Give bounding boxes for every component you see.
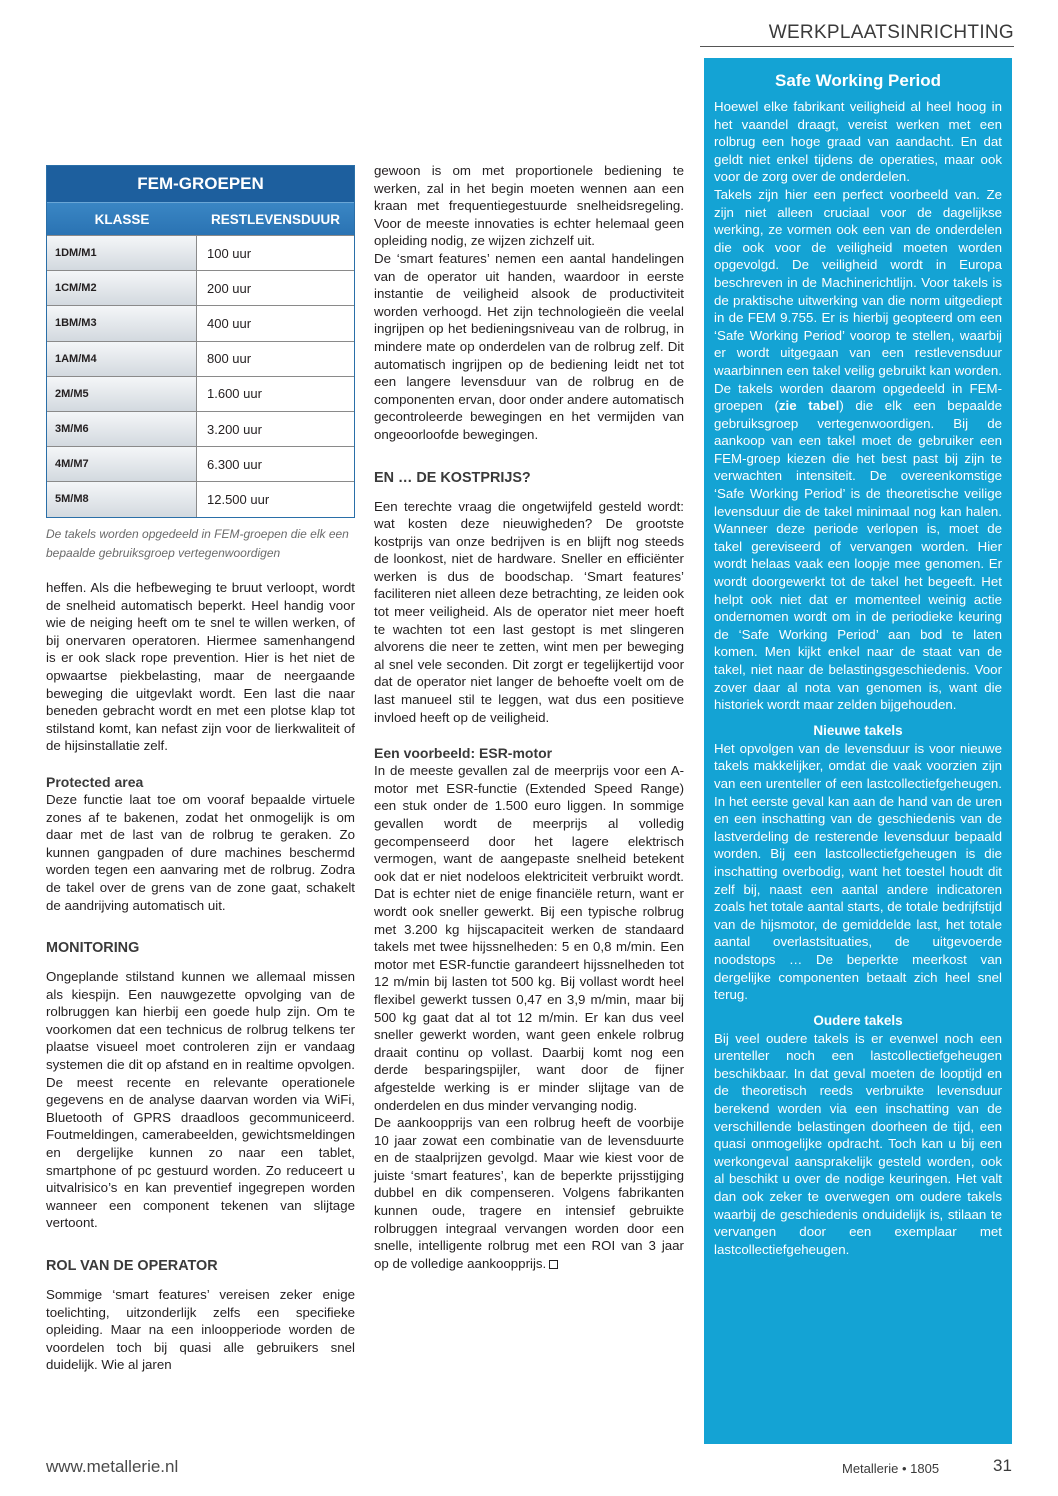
article-column-middle (374, 162, 684, 1272)
paragraph: Deze functie laat toe om vooraf bepaalde virtuele zones af te bakenen, zodat het onmogelijk is om daar met de last van de rolbrug te geraken. Zo kunnen gangpaden of dure machines beschermd worden tegen een aanvaring met de rolbrug. Zodra de takel over de grens van de zone gaat, schakelt de aandrijving automatisch uit. (46, 791, 355, 913)
fem-rest-cell: 12.500 uur (197, 482, 354, 516)
table-row (47, 235, 354, 270)
fem-rest-cell: 3.200 uur (197, 412, 354, 446)
paragraph (714, 186, 1002, 714)
fem-rest-cell: 1.600 uur (197, 377, 354, 411)
subheading-protected-area: Protected area (46, 773, 144, 790)
fem-klasse-cell: 1DM/M1 (47, 236, 197, 270)
heading-monitoring: MONITORING (46, 940, 140, 957)
fem-klasse-cell: 1CM/M2 (47, 271, 197, 305)
fem-header-klasse: KLASSE (94, 211, 150, 227)
fem-rest-cell: 400 uur (197, 306, 354, 340)
table-reference: zie tabel (778, 398, 840, 414)
fem-table-caption: De takels worden opgedeeld in FEM-groepen die elk een bepaalde gebruiksgroep vertegenwoordigen (46, 527, 349, 560)
table-row (47, 376, 354, 411)
table-row (47, 270, 354, 305)
heading-rol-operator: ROL VAN DE OPERATOR (46, 1258, 218, 1274)
fem-table-header (47, 202, 354, 235)
sidebar-safe-working-period (704, 58, 1012, 1444)
heading-kostprijs: EN … DE KOSTPRIJS? (374, 469, 531, 486)
paragraph: Het opvolgen van de levensduur is voor nieuwe takels makkelijker, omdat die vaak voorzien zijn van een urenteller of een lastcollectiefgeheugen. In het eerste geval kan aan de hand van de uren en een inschatting van de geschiedenis van de lastverdeling de resterende levensduur bepaald worden. Bij een lastcollectiefgeheugen is die inschatting overbodig, want het toestel houdt dit zelf bij, naast een aantal andere indicatoren zoals het totale aantal starts, de totale bedrijfstijd van de hijsmotor, de gemiddelde last, het totale aantal overlastsituaties, de uitgevoerde noodstops … De beperkte meerkost van dergelijke componenten betaalt zich heel snel terug. (714, 740, 1002, 1003)
table-row (47, 481, 354, 516)
fem-klasse-cell: 3M/M6 (47, 412, 197, 446)
footer-issue: Metallerie • 1805 (842, 1461, 940, 1476)
section-rule (700, 46, 1014, 47)
paragraph: gewoon is om met proportionele bediening te werken, zal in het begin moeten wennen aan een kraan met frequentiegestuurde snelheidsregeling. Voor de meeste innovaties is echter helemaal geen opleiding nodig, ze wijzen zichzelf uit. (374, 163, 684, 249)
fem-klasse-cell: 4M/M7 (47, 447, 197, 481)
table-row (47, 411, 354, 446)
table-row (47, 446, 354, 481)
section-label: WERKPLAATSINRICHTING (768, 22, 1014, 43)
paragraph-text: Takels zijn hier een perfect voorbeeld van. Ze zijn niet alleen cruciaal voor de dagelijkse werking, ze vormen ook een van de onderdelen die ook voor de veiligheid moeten worden opgevolgd. De veiligheid wordt in Europa beschreven in de Machinerichtlijn. Voor takels is de praktische uitwerking van die norm uitgediept in de FEM 9.755. Er is hierbij geopteerd om een ‘Safe Working Period’ voorop te stellen, waarbij er wordt uitgegaan van een restlevensduur waarbinnen een takel veilig gebruikt kan worden. De takels worden daarom opgedeeld in FEM-groepen ( (714, 186, 1002, 414)
sidebar-title: Safe Working Period (775, 71, 941, 90)
subheading-esr-motor: Een voorbeeld: ESR-motor (374, 745, 553, 762)
paragraph-text: De aankoopprijs van een rolbrug heeft de voorbije 10 jaar zowat een combinatie van de levensduurte en de staalprijzen gevolgd. Maar wie kiest voor de juiste ‘smart features’, kan de beperkte prijsstijging dubbel en dik compenseren. Volgens fabrikanten kunnen oude, tragere en intensief gebruikte rolbruggen integraal vervangen worden door een snelle, intelligente rolbrug met een ROI van 3 jaar op de volledige aankoopprijs. (374, 1115, 684, 1271)
fem-rest-cell: 200 uur (197, 271, 354, 305)
fem-rest-cell: 6.300 uur (197, 447, 354, 481)
paragraph: De ‘smart features’ nemen een aantal handelingen van de operator uit handen, waardoor in eerste instantie de veiligheid alsook de productiviteit worden verhoogd. Het zijn technologieën die veelal ingrijpen op het bedieningsniveau van de rolbrug, in mindere mate op onderdelen van de rolbrug zelf. Dit automatisch ingrijpen op de bediening leidt net tot een langere levensduur van de rolbrug en de componenten ervan, door onder andere automatisch gecontroleerde bewegingen en het vermijden van ongeoorloofde bewegingen. (374, 250, 684, 442)
fem-rest-cell: 800 uur (197, 342, 354, 376)
paragraph (374, 1114, 684, 1272)
fem-klasse-cell: 2M/M5 (47, 377, 197, 411)
paragraph: Een terechte vraag die ongetwijfeld gesteld wordt: wat kosten deze nieuwigheden? De grootste kostprijs van onze bedrijven is en blijft nog steeds de loonkost, niet de hardware. Sneller en efficiënter werken is dus de boodschap. ‘Smart features’ faciliteren niet alleen deze betrachting, ze leiden ook tot meer veiligheid. Als de operator niet meer hoeft te wachten tot een last gestopt is met slingeren alvorens die neer te zetten, wint men per beweging al snel vele seconden. Dit zorgt er tegelijkertijd voor dat de operator niet langer de behoefte voelt om de last manueel stil te leggen, wat dus een positieve invloed heeft op de veiligheid. (374, 498, 684, 725)
sidebar-subheading-oudere-takels: Oudere takels (813, 1012, 903, 1028)
footer-website-link[interactable]: www.metallerie.nl (46, 1457, 179, 1476)
paragraph: Bij veel oudere takels is er evenwel noch een urenteller noch een lastcollectiefgeheugen beschikbaar. In dat geval moeten de looptijd en de theoretisch reeds verbruikte levensduur berekend worden via een inschatting van de verschillende belastingen doorheen de tijd, een quasi onmogelijke opdracht. Toch kan u bij een werkongeval aansprakelijk gesteld worden, ook al beschikt u over de nodige keuringen. Het valt dan ook zeker te overwegen om oudere takels waarbij de geschiedenis onduidelijk is, stilaan te vervangen door een exemplaar met lastcollectiefgeheugen. (714, 1030, 1002, 1257)
table-row (47, 341, 354, 376)
page-number: 31 (993, 1456, 1012, 1475)
end-of-article-icon (549, 1260, 558, 1269)
fem-groups-table (46, 165, 355, 518)
table-row (47, 305, 354, 340)
article-column-left (46, 579, 355, 1374)
paragraph: Ongeplande stilstand kunnen we allemaal missen als kiespijn. Een nauwgezette opvolging van de rolbruggen kan hierbij een goede hulp zijn. Om te voorkomen dat een technicus de rolbrug telkens ter plaatse visueel moet controleren zijn er vandaag systemen die dit op afstand en in realtime opvolgen. De meest recente en relevante operationele gegevens en de analyse daarvan worden via WiFi, Bluetooth of GPRS draadloos gecommuniceerd. Foutmeldingen, camerabeelden, gewichtsmeldingen en dergelijke kunnen zo naar een tablet, smartphone of pc gestuurd worden. Zo reduceert u uitvalrisico’s en kan preventief ingegrepen worden wanneer een component tekenen van slijtage vertoont. (46, 969, 355, 1231)
fem-klasse-cell: 1BM/M3 (47, 306, 197, 340)
fem-header-restlevensduur: RESTLEVENSDUUR (210, 211, 340, 227)
fem-klasse-cell: 1AM/M4 (47, 342, 197, 376)
fem-rest-cell: 100 uur (197, 236, 354, 270)
sidebar-subheading-nieuwe-takels: Nieuwe takels (813, 722, 903, 738)
fem-table-title: FEM-GROEPEN (47, 166, 354, 202)
fem-klasse-cell: 5M/M8 (47, 482, 197, 516)
paragraph: Sommige ‘smart features’ vereisen zeker enige toelichting, uitzonderlijk zelfs een specifieke opleiding. Maar na een inloopperiode worden de voordelen toch bij quasi alle gebruikers snel duidelijk. Wie al jaren (46, 1287, 355, 1373)
paragraph-text: ) die elk een bepaalde gebruiksgroep vertegenwoordigen. Bij de aankoop van een takel moet de gebruiker een FEM-groep kiezen die het best past bij zijn te verwachten intensiteit. De overeenkomstige ‘Safe Working Period’ is de theoretische veilige levensduur die de takel minimaal nog kan halen. Wanneer deze periode verlopen is, moet de takel gereviseerd of vervangen worden. Hier wordt helaas vaak een loopje mee genomen. Er wordt doorgewerkt tot de takel het begeeft. Het helpt ook niet dat er momenteel weinig actie ondernomen wordt om in de periodieke keuring de ‘Safe Working Period’ aan bod te laten komen. Men kijkt enkel naar de staat van de takel, niet naar de belastingsgeschiedenis. Voor zover daar al nota van genomen is, want die historiek wordt maar zelden bijgehouden. (714, 398, 1003, 713)
paragraph: In de meeste gevallen zal de meerprijs voor een A-motor met ESR-functie (Extended Speed Range) een stuk onder de 1.500 euro liggen. In sommige gevallen wordt de meerprijs al volledig gecompenseerd door het lagere elektrisch vermogen, want de aangepaste snelheid betekent ook dat er niet nodeloos elektriciteit verbruikt wordt. Dat is echter niet de enige financiële return, want er wordt ook sneller gewerkt. Bij een typische rolbrug met 3.200 kg hijscapaciteit werken de standaard takels met twee hijssnelheden: 5 en 0,8 m/min. Een motor met ESR-functie garandeert hijssnelheden tot 12 m/min bij lasten tot 500 kg. Bij vollast wordt heel flexibel gewerkt tussen 0,47 en 3,9 m/min, maar bij 500 kg gaat dat al tot 12 m/min. Er kan dus veel sneller gewerkt worden, want geen enkele rolbrug draait continu op vollast. Daarbij komt nog een derde besparingspijler, want door de fijner afgestelde werking is er minder slijtage van de onderdelen en dus minder vervanging nodig. (374, 763, 684, 1113)
paragraph: Hoewel elke fabrikant veiligheid al heel hoog in het vaandel draagt, vereist werken met een rolbrug een hoge graad van aandacht. En dat geldt niet enkel tijdens de operaties, maar ook voor de zorg over de onderdelen. (714, 99, 1002, 185)
paragraph: heffen. Als die hefbeweging te bruut verloopt, wordt de snelheid automatisch beperkt. Heel handig voor wie de neiging heeft om te snel te willen werken, of bij onervaren operatoren. Hiermee samenhangend is er ook slack rope prevention. Hier is het niet de opwaartse piekbelasting, maar de neergaande beweging die uitgevlakt wordt. Een last die naar beneden gebracht wordt en met een plotse klap tot stilstand komt, kan nefast zijn voor de lierkwaliteit of de hijsinstallatie zelf. (46, 580, 355, 754)
